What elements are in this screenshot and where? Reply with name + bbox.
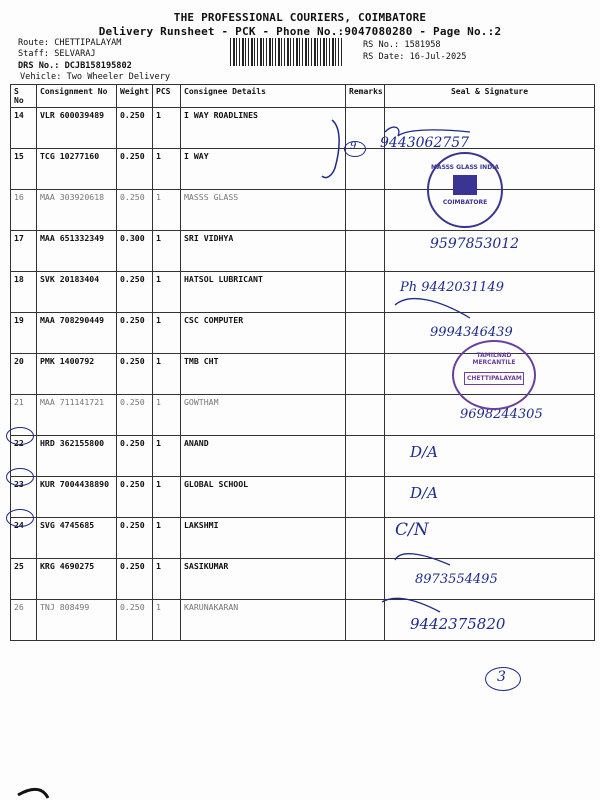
- bank-seal: [452, 340, 536, 410]
- cell-sno: 15: [11, 149, 37, 190]
- signature-phone: 9698244305: [460, 407, 543, 422]
- cell-sno: 24: [11, 518, 37, 559]
- cell-pcs: 1: [153, 600, 181, 641]
- staff: Staff: SELVARAJ: [18, 49, 96, 59]
- sno-circle: [6, 509, 34, 527]
- cell-sno: 22: [11, 436, 37, 477]
- company-title: THE PROFESSIONAL COURIERS, COIMBATORE: [173, 11, 427, 24]
- cell-consignment: MAA 651332349: [37, 231, 117, 272]
- vehicle: Vehicle: Two Wheeler Delivery: [20, 72, 171, 82]
- cell-sno: 14: [11, 108, 37, 149]
- cell-consignment: SVK 20183404: [37, 272, 117, 313]
- cell-pcs: 1: [153, 190, 181, 231]
- cell-consignment: VLR 600039489: [37, 108, 117, 149]
- cell-pcs: 1: [153, 477, 181, 518]
- cell-pcs: 1: [153, 436, 181, 477]
- drs-number: DRS No.: DCJB158195802: [18, 61, 132, 71]
- cell-weight: 0.250: [117, 600, 153, 641]
- bank-seal-mid: CHETTIPALAYAM: [464, 372, 524, 385]
- cell-sno: 21: [11, 395, 37, 436]
- cell-consignment: MAA 711141721: [37, 395, 117, 436]
- seal-top-text: MASSS GLASS INDIA: [430, 164, 500, 171]
- seal-logo-icon: [453, 175, 477, 195]
- col-weight: Weight: [117, 85, 153, 108]
- cell-pcs: 1: [153, 313, 181, 354]
- cell-sno: 17: [11, 231, 37, 272]
- cell-consignee: TMB CHT: [181, 354, 346, 395]
- cell-pcs: 1: [153, 231, 181, 272]
- cell-sno: 16: [11, 190, 37, 231]
- cell-consignee: I WAY: [181, 149, 346, 190]
- cell-weight: 0.300: [117, 231, 153, 272]
- cell-weight: 0.250: [117, 354, 153, 395]
- col-consignee: Consignee Details: [181, 85, 346, 108]
- runsheet-subtitle: Delivery Runsheet - PCK - Phone No.:9047080280 - Page No.:2: [98, 25, 502, 38]
- cell-weight: 0.250: [117, 108, 153, 149]
- cell-consignment: HRD 362155800: [37, 436, 117, 477]
- cell-sno: 23: [11, 477, 37, 518]
- sno-circle: [6, 427, 34, 445]
- signature-note: C/N: [395, 520, 429, 540]
- signature-note: D/A: [410, 484, 438, 502]
- sno-circle: [6, 468, 34, 486]
- cell-consignment: MAA 303920618: [37, 190, 117, 231]
- col-sno: S No: [11, 85, 37, 108]
- cell-consignee: MASSS GLASS: [181, 190, 346, 231]
- signature-note: D/A: [410, 443, 438, 461]
- cell-pcs: 1: [153, 518, 181, 559]
- signature-phone: 8973554495: [415, 572, 498, 587]
- cell-consignee: ANAND: [181, 436, 346, 477]
- col-signature: Seal & Signature: [385, 85, 595, 108]
- cell-sno: 26: [11, 600, 37, 641]
- cell-weight: 0.250: [117, 436, 153, 477]
- cell-consignment: TCG 10277160: [37, 149, 117, 190]
- cell-consignment: PMK 1400792: [37, 354, 117, 395]
- cell-sno: 18: [11, 272, 37, 313]
- cell-pcs: 1: [153, 354, 181, 395]
- cell-consignment: KRG 4690275: [37, 559, 117, 600]
- route: Route: CHETTIPALAYAM: [18, 38, 122, 48]
- cell-weight: 0.250: [117, 518, 153, 559]
- signature-phone: Ph 9442031149: [400, 280, 504, 295]
- signature-phone: 9443062757: [380, 135, 470, 151]
- signature-phone: 9442375820: [410, 615, 506, 633]
- company-seal: [427, 152, 503, 228]
- col-remarks: Remarks: [346, 85, 385, 108]
- cell-weight: 0.250: [117, 190, 153, 231]
- cell-consignee: SRI VIDHYA: [181, 231, 346, 272]
- cell-consignment: MAA 708290449: [37, 313, 117, 354]
- cell-weight: 0.250: [117, 149, 153, 190]
- cell-weight: 0.250: [117, 559, 153, 600]
- cell-consignee: GOWTHAM: [181, 395, 346, 436]
- cell-consignee: LAKSHMI: [181, 518, 346, 559]
- col-consignment: Consignment No: [37, 85, 117, 108]
- cell-pcs: 1: [153, 395, 181, 436]
- cell-consignee: HATSOL LUBRICANT: [181, 272, 346, 313]
- cell-consignee: I WAY ROADLINES: [181, 108, 346, 149]
- cell-consignee: SASIKUMAR: [181, 559, 346, 600]
- cell-sno: 19: [11, 313, 37, 354]
- cell-consignee: KARUNAKARAN: [181, 600, 346, 641]
- remark-number: 9: [350, 141, 357, 152]
- cell-sno: 25: [11, 559, 37, 600]
- cell-weight: 0.250: [117, 477, 153, 518]
- cell-pcs: 1: [153, 108, 181, 149]
- signature-phone: 9994346439: [430, 325, 513, 340]
- cell-consignment: SVG 4745685: [37, 518, 117, 559]
- cell-weight: 0.250: [117, 395, 153, 436]
- cell-pcs: 1: [153, 559, 181, 600]
- bank-seal-top: TAMILNAD MERCANTILE: [472, 352, 516, 366]
- seal-bottom-text: COIMBATORE: [442, 199, 488, 206]
- cell-consignment: KUR 7004438890: [37, 477, 117, 518]
- cell-consignee: GLOBAL SCHOOL: [181, 477, 346, 518]
- cell-weight: 0.250: [117, 313, 153, 354]
- cell-weight: 0.250: [117, 272, 153, 313]
- page-number: 3: [497, 669, 506, 685]
- cell-consignee: CSC COMPUTER: [181, 313, 346, 354]
- rs-date: RS Date: 16-Jul-2025: [363, 52, 467, 62]
- rs-number: RS No.: 1581958: [363, 40, 441, 50]
- cell-pcs: 1: [153, 272, 181, 313]
- cell-consignment: TNJ 808499: [37, 600, 117, 641]
- col-pcs: PCS: [153, 85, 181, 108]
- signature-phone: 9597853012: [430, 236, 520, 252]
- cell-pcs: 1: [153, 149, 181, 190]
- cell-sno: 20: [11, 354, 37, 395]
